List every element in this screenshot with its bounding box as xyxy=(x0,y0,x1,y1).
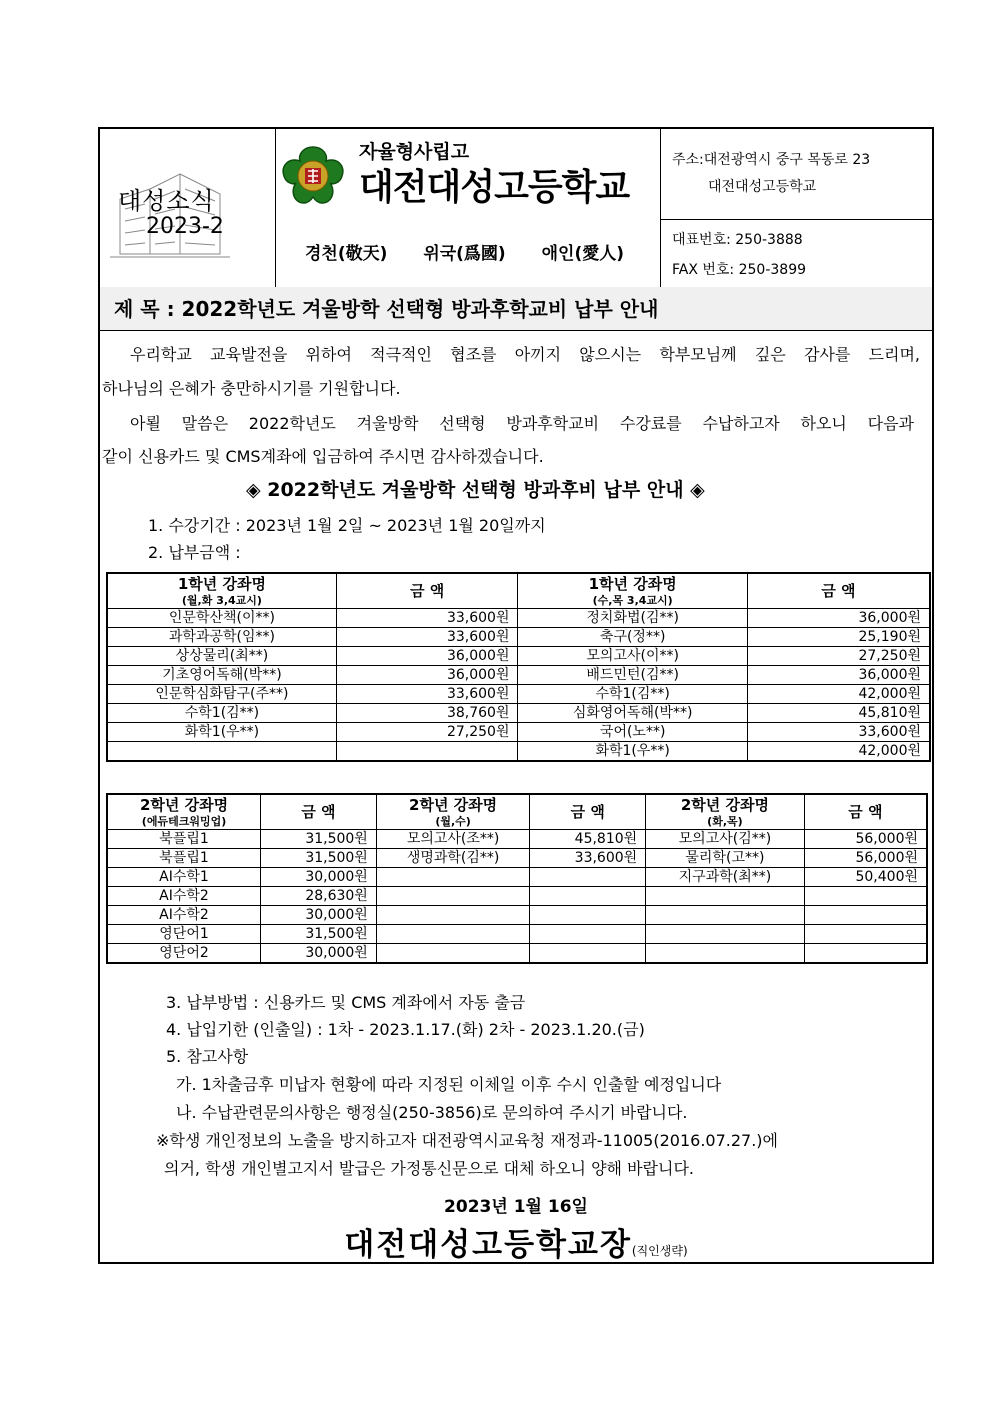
course-name-cell: 국어(노**) xyxy=(518,723,747,742)
fee-amount-cell: 31,500원 xyxy=(261,849,377,868)
course-name-cell: AI수학2 xyxy=(107,887,261,906)
note-na: 나. 수납관련문의사항은 행정실(250-3856)로 문의하여 주시기 바랍니다. xyxy=(176,1103,688,1122)
table-row xyxy=(107,944,927,964)
address-line-1: 주소:대전광역시 중구 목동로 23 xyxy=(672,152,871,168)
privacy-notice-line-2: 의거, 학생 개인별고지서 발급은 가정통신문으로 대체 하오니 양해 바랍니다. xyxy=(164,1159,694,1178)
table-row xyxy=(107,925,927,944)
course-name-cell: 상상물리(최**) xyxy=(107,647,336,666)
table-row xyxy=(107,609,930,628)
course-name-cell: 모의고사(조**) xyxy=(376,830,530,849)
column-header: 2학년 강좌명 (에듀테크워밍업) xyxy=(107,794,261,830)
fee-amount-cell: 31,500원 xyxy=(261,925,377,944)
note-ga: 가. 1차출금후 미납자 현황에 따라 지정된 이체일 이후 수시 인출할 예정입니다 xyxy=(176,1075,722,1094)
grade2-fee-table xyxy=(106,793,928,964)
fee-amount-cell xyxy=(336,742,518,762)
course-name-cell xyxy=(646,887,805,906)
privacy-notice-line-1: ※학생 개인정보의 노출을 방지하고자 대전광역시교육청 재정과-11005(2016.07.27.)에 xyxy=(156,1131,779,1150)
course-name-cell: 북플립1 xyxy=(107,849,261,868)
fee-amount-cell xyxy=(530,925,646,944)
seal-omitted-note: (직인생략) xyxy=(631,1244,688,1258)
course-name-cell: 영단어1 xyxy=(107,925,261,944)
course-name-cell: 배드민턴(김**) xyxy=(518,666,747,685)
column-header: 1학년 강좌명 (월,화 3,4교시) xyxy=(107,573,336,609)
course-name-cell xyxy=(107,742,336,762)
school-identity xyxy=(275,129,661,287)
item-4-deadline: 4. 납입기한 (인출일) : 1차 - 2023.1.17.(화) 2차 - 2023.1.20.(금) xyxy=(166,1020,645,1039)
column-header: 금 액 xyxy=(261,794,377,830)
course-name-cell: AI수학2 xyxy=(107,906,261,925)
fee-amount-cell: 42,000원 xyxy=(747,742,930,762)
fee-amount-cell: 30,000원 xyxy=(261,944,377,964)
fee-amount-cell: 36,000원 xyxy=(336,647,518,666)
fee-amount-cell: 27,250원 xyxy=(747,647,930,666)
course-name-cell xyxy=(646,906,805,925)
fee-amount-cell: 33,600원 xyxy=(747,723,930,742)
course-name-cell: 인문학산책(이**) xyxy=(107,609,336,628)
course-name-cell: 심화영어독해(박**) xyxy=(518,704,747,723)
motto-1: 경천(敬天) xyxy=(305,244,388,264)
column-header: 금 액 xyxy=(530,794,646,830)
course-name-cell: 과학과공학(임**) xyxy=(107,628,336,647)
fee-amount-cell xyxy=(530,906,646,925)
course-name-cell: 기초영어독해(박**) xyxy=(107,666,336,685)
course-name-cell xyxy=(376,906,530,925)
paragraph-2-line-1: 아뢸 말씀은 2022학년도 겨울방학 선택형 방과후학교비 수강료를 수납하고자 하오니 다음과 xyxy=(130,414,914,433)
fee-amount-cell xyxy=(804,906,927,925)
table-row xyxy=(107,723,930,742)
column-header: 금 액 xyxy=(336,573,518,609)
course-name-cell: AI수학1 xyxy=(107,868,261,887)
course-name-cell: 모의고사(이**) xyxy=(518,647,747,666)
table-row xyxy=(107,742,930,762)
header xyxy=(100,129,932,288)
grade2-rows xyxy=(107,830,927,964)
phone-number: 대표번호: 250-3888 xyxy=(672,232,803,248)
course-name-cell: 인문학심화탐구(주**) xyxy=(107,685,336,704)
table-row xyxy=(107,887,927,906)
column-header: 1학년 강좌명 (수,목 3,4교시) xyxy=(518,573,747,609)
item-2-amount: 2. 납부금액 : xyxy=(148,543,241,562)
course-name-cell xyxy=(646,944,805,964)
school-emblem-icon xyxy=(278,143,348,209)
table-row xyxy=(107,685,930,704)
table-row xyxy=(107,666,930,685)
table-row xyxy=(107,849,927,868)
subject-line: 제 목 : 2022학년도 겨울방학 선택형 방과후학교비 납부 안내 xyxy=(100,287,932,331)
fee-amount-cell: 42,000원 xyxy=(747,685,930,704)
section-title: ◈ 2022학년도 겨울방학 선택형 방과후비 납부 안내 ◈ xyxy=(246,479,705,501)
table-row xyxy=(107,906,927,925)
column-header: 금 액 xyxy=(804,794,927,830)
newsletter-title: 대성소식 xyxy=(118,187,215,215)
document-frame xyxy=(98,127,934,1264)
table-row xyxy=(107,647,930,666)
column-header: 금 액 xyxy=(747,573,930,609)
address-line-2: 대전대성고등학교 xyxy=(708,179,817,195)
table-row xyxy=(107,704,930,723)
item-5-notes: 5. 참고사항 xyxy=(166,1047,249,1066)
fee-amount-cell: 36,000원 xyxy=(336,666,518,685)
fee-amount-cell: 56,000원 xyxy=(804,849,927,868)
fee-amount-cell xyxy=(804,925,927,944)
paragraph-2-line-2: 같이 신용카드 및 CMS계좌에 입금하여 주시면 감사하겠습니다. xyxy=(102,447,544,466)
course-name-cell xyxy=(376,887,530,906)
newsletter-box xyxy=(100,129,276,287)
fee-amount-cell: 45,810원 xyxy=(747,704,930,723)
motto-3: 애인(愛人) xyxy=(541,244,625,264)
item-1-period: 1. 수강기간 : 2023년 1월 2일 ~ 2023년 1월 20일까지 xyxy=(148,516,546,535)
course-name-cell: 수학1(김**) xyxy=(107,704,336,723)
fee-amount-cell: 33,600원 xyxy=(336,628,518,647)
school-type: 자율형사립고 xyxy=(359,141,470,163)
fee-amount-cell xyxy=(530,944,646,964)
course-name-cell xyxy=(376,868,530,887)
fax-number: FAX 번호: 250-3899 xyxy=(672,262,807,278)
fee-amount-cell: 30,000원 xyxy=(261,868,377,887)
fee-amount-cell xyxy=(530,887,646,906)
fee-amount-cell: 36,000원 xyxy=(747,609,930,628)
grade1-fee-table xyxy=(106,572,931,762)
motto-2: 위국(爲國) xyxy=(423,244,506,264)
course-name-cell: 북플립1 xyxy=(107,830,261,849)
fee-amount-cell xyxy=(530,868,646,887)
table-header-row xyxy=(107,794,927,830)
fee-amount-cell: 36,000원 xyxy=(747,666,930,685)
fee-amount-cell: 28,630원 xyxy=(261,887,377,906)
course-name-cell xyxy=(646,925,805,944)
fee-amount-cell: 31,500원 xyxy=(261,830,377,849)
grade1-rows xyxy=(107,609,930,762)
course-name-cell: 영단어2 xyxy=(107,944,261,964)
course-name-cell: 화학1(우**) xyxy=(518,742,747,762)
fee-amount-cell: 30,000원 xyxy=(261,906,377,925)
course-name-cell xyxy=(376,925,530,944)
paragraph-1-line-2: 하나님의 은혜가 충만하시기를 기원합니다. xyxy=(102,379,401,398)
contact-box xyxy=(660,129,932,287)
column-header: 2학년 강좌명 (월,수) xyxy=(376,794,530,830)
course-name-cell: 모의고사(김**) xyxy=(646,830,805,849)
fee-amount-cell xyxy=(804,944,927,964)
fee-amount-cell: 33,600원 xyxy=(530,849,646,868)
course-name-cell: 축구(정**) xyxy=(518,628,747,647)
table-header-row xyxy=(107,573,930,609)
table-row xyxy=(107,868,927,887)
fee-amount-cell: 56,000원 xyxy=(804,830,927,849)
fee-amount-cell: 38,760원 xyxy=(336,704,518,723)
column-header: 2학년 강좌명 (화,목) xyxy=(646,794,805,830)
course-name-cell: 수학1(김**) xyxy=(518,685,747,704)
fee-amount-cell: 25,190원 xyxy=(747,628,930,647)
fee-amount-cell: 45,810원 xyxy=(530,830,646,849)
fee-amount-cell: 50,400원 xyxy=(804,868,927,887)
school-name: 대전대성고등학교 xyxy=(359,167,630,208)
fee-amount-cell: 33,600원 xyxy=(336,609,518,628)
item-3-method: 3. 납부방법 : 신용카드 및 CMS 계좌에서 자동 출금 xyxy=(166,993,526,1012)
school-motto xyxy=(305,239,654,264)
paragraph-1-line-1: 우리학교 교육발전을 위하여 적극적인 협조를 아끼지 않으시는 학부모님께 깊은 감사를 드리며, xyxy=(130,345,920,364)
principal-signature: 대전대성고등학교장(직인생략) xyxy=(344,1227,688,1263)
newsletter-number: 2023-2 xyxy=(146,214,224,239)
fee-amount-cell xyxy=(804,887,927,906)
course-name-cell xyxy=(376,944,530,964)
table-row xyxy=(107,628,930,647)
issue-date: 2023년 1월 16일 xyxy=(444,1197,588,1217)
course-name-cell: 화학1(우**) xyxy=(107,723,336,742)
address-box xyxy=(660,129,932,220)
course-name-cell: 지구과학(최**) xyxy=(646,868,805,887)
course-name-cell: 생명과학(김**) xyxy=(376,849,530,868)
course-name-cell: 물리학(고**) xyxy=(646,849,805,868)
table-row xyxy=(107,830,927,849)
fee-amount-cell: 33,600원 xyxy=(336,685,518,704)
course-name-cell: 정치화법(김**) xyxy=(518,609,747,628)
fee-amount-cell: 27,250원 xyxy=(336,723,518,742)
